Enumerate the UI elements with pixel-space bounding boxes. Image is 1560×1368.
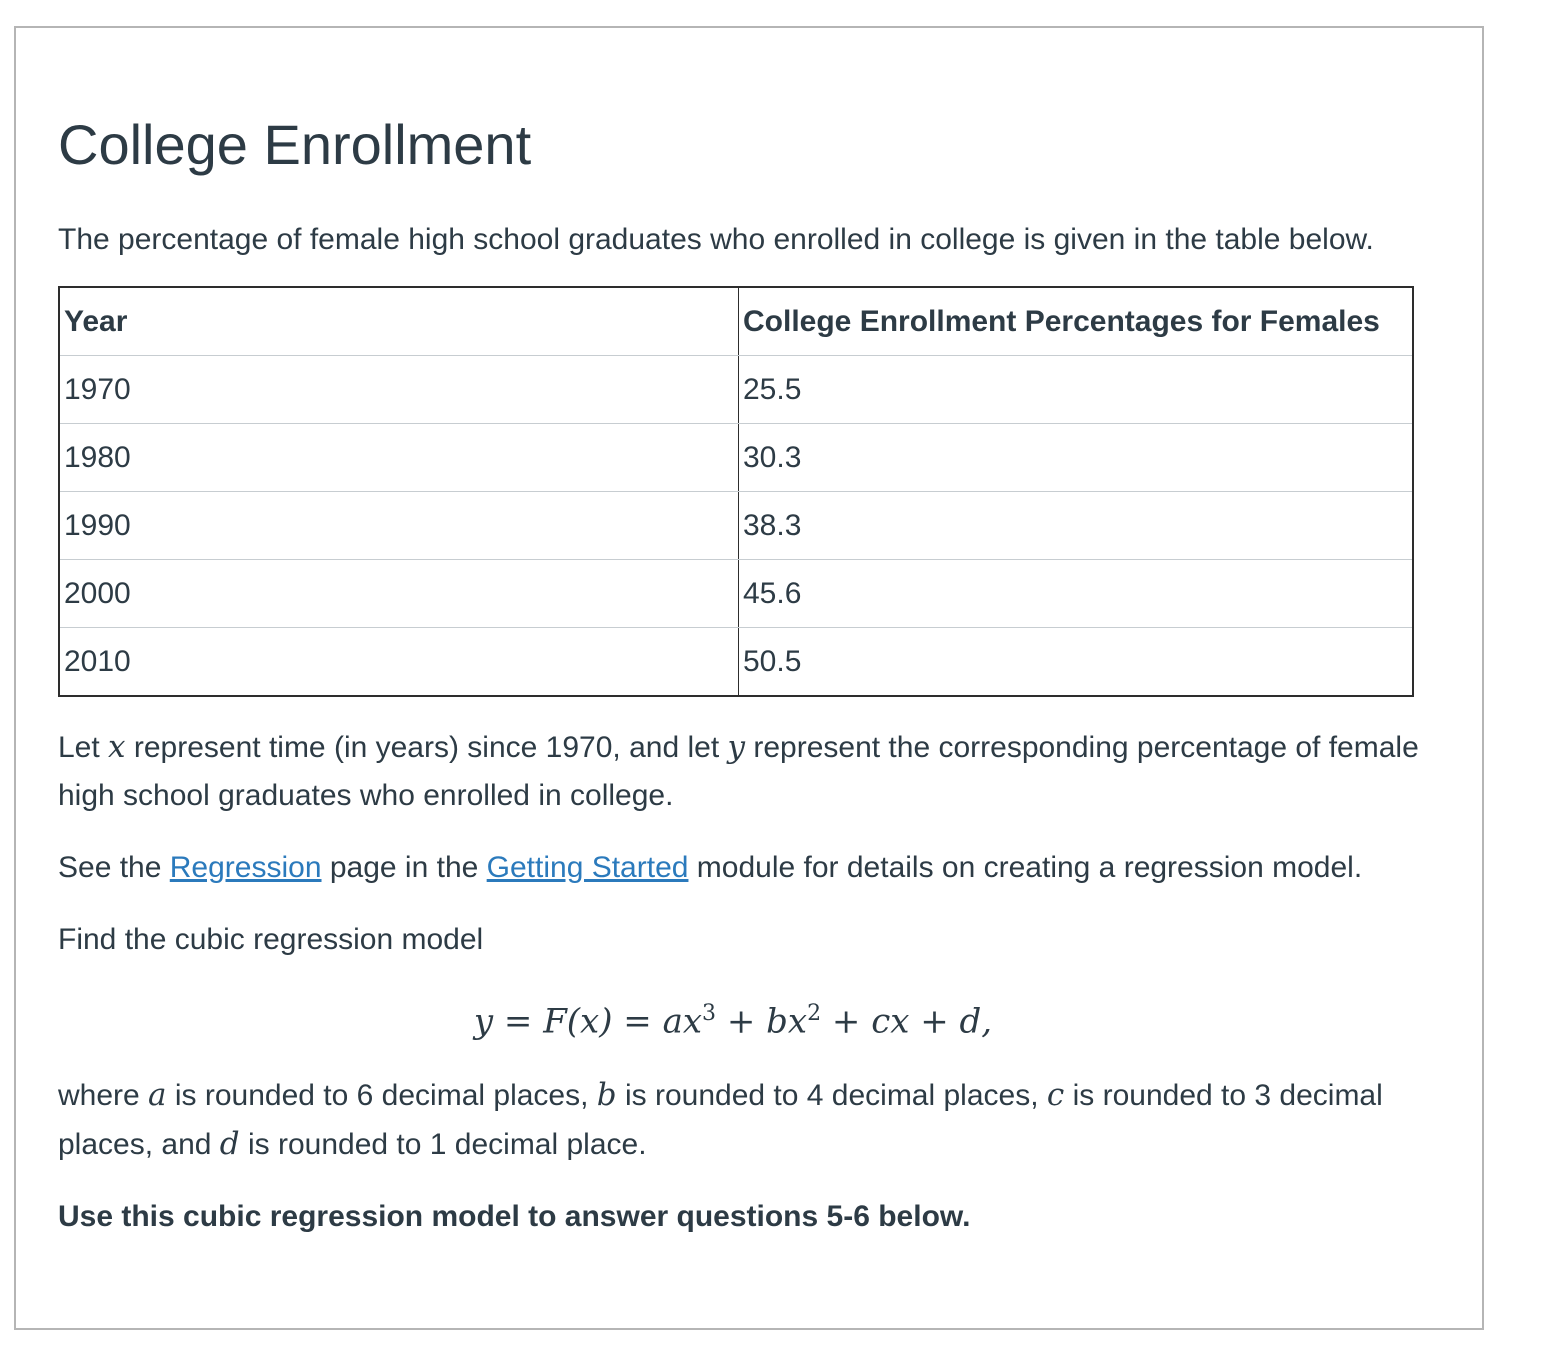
- cell-percentage: 30.3: [739, 424, 1414, 492]
- math-var-x: x: [108, 729, 126, 765]
- formula-exponent: 2: [807, 1001, 822, 1026]
- text-span: page in the: [321, 851, 487, 884]
- cell-year: 2010: [59, 628, 739, 697]
- regression-link[interactable]: Regression: [169, 851, 322, 884]
- math-var-y: y: [727, 729, 746, 765]
- cell-percentage: 25.5: [739, 356, 1414, 424]
- text-span: Let: [58, 731, 109, 764]
- math-var-d: d: [219, 1126, 240, 1163]
- formula-part: + cx + d,: [821, 1001, 993, 1042]
- enrollment-table: [58, 286, 1414, 697]
- table-row: [59, 424, 1413, 492]
- text-span: See the: [58, 851, 170, 884]
- text-span: is rounded to 3 decimal places, and: [58, 1079, 1383, 1162]
- rounding-instructions: [58, 1071, 1448, 1169]
- getting-started-link[interactable]: Getting Started: [486, 851, 689, 884]
- text-span: module for details on creating a regression model.: [688, 851, 1363, 884]
- text-span: is rounded to 4 decimal places,: [616, 1079, 1047, 1113]
- cell-percentage: 38.3: [739, 492, 1414, 560]
- cubic-formula: [58, 986, 1448, 1049]
- cell-percentage: 45.6: [739, 560, 1414, 628]
- page-content: [58, 110, 1448, 1241]
- table-row: [59, 492, 1413, 560]
- table-row: [59, 560, 1413, 628]
- see-regression-text: [58, 844, 1448, 892]
- table-header-row: [59, 287, 1413, 356]
- content-card: [14, 26, 1484, 1330]
- math-var-c: c: [1046, 1077, 1065, 1114]
- table-row: [59, 628, 1413, 697]
- formula-part: y = F(x) = ax: [473, 1001, 703, 1042]
- math-var-b: b: [596, 1077, 617, 1114]
- cell-year: 2000: [59, 560, 739, 628]
- math-var-a: a: [148, 1077, 167, 1114]
- cell-year: 1980: [59, 424, 739, 492]
- text-span: represent time (in years) since 1970, and let: [125, 731, 728, 764]
- cell-year: 1970: [59, 356, 739, 424]
- cell-percentage: 50.5: [739, 628, 1414, 697]
- find-text: Find the cubic regression model: [58, 923, 484, 956]
- table-row: [59, 356, 1413, 424]
- header-percentage: College Enrollment Percentages for Females: [739, 287, 1414, 356]
- intro-text: The percentage of female high school graduates who enrolled in college is given in the table below.: [58, 223, 1374, 256]
- formula-exponent: 3: [702, 1001, 717, 1026]
- variable-definition-text: [58, 723, 1448, 820]
- text-span: represent the corresponding percentage of female high school graduates who enrolled in college.: [58, 731, 1419, 812]
- header-year: Year: [59, 287, 739, 356]
- text-span: is rounded to 1 decimal place.: [239, 1128, 647, 1162]
- use-model-instruction: Use this cubic regression model to answer questions 5-6 below.: [58, 1200, 971, 1234]
- cell-year: 1990: [59, 492, 739, 560]
- formula-part: + bx: [716, 1001, 808, 1042]
- text-span: is rounded to 6 decimal places,: [166, 1079, 597, 1113]
- text-span: where: [58, 1079, 149, 1113]
- page-title: College Enrollment: [58, 113, 532, 176]
